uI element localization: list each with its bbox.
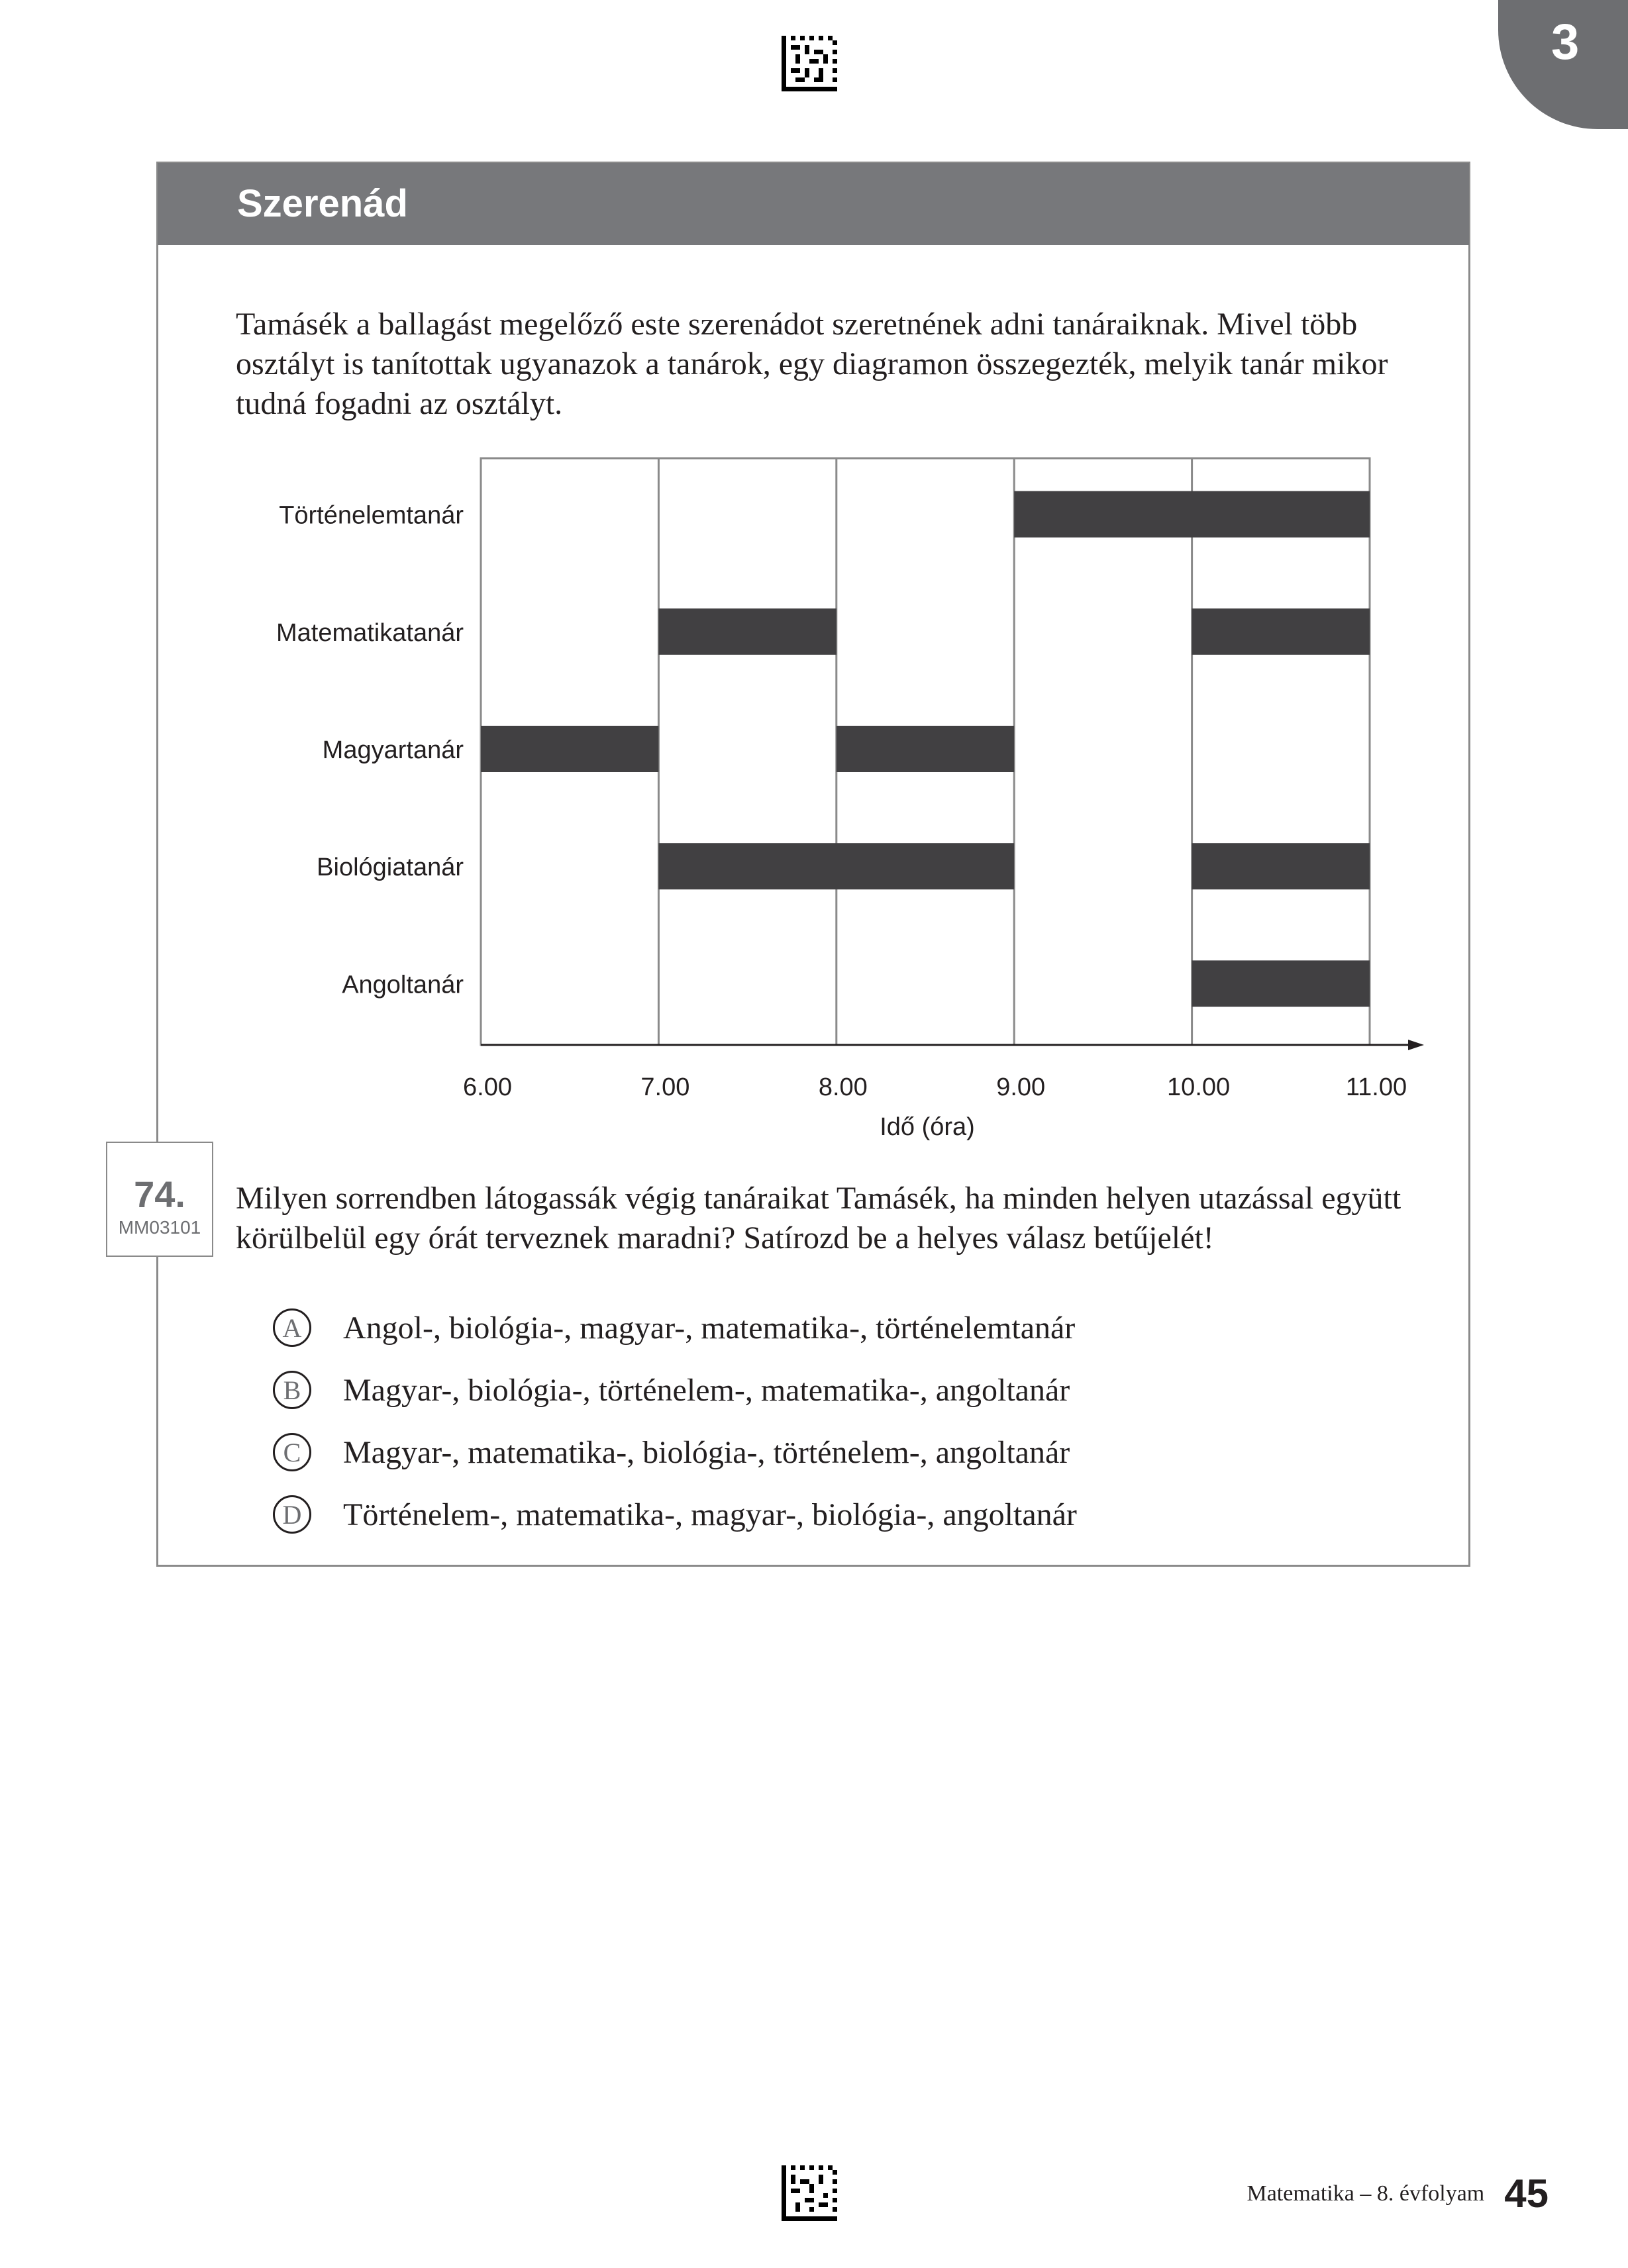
intro-paragraph: Tamásék a ballagást megelőző este szerenádot szeretnének adni tanáraiknak. Mivel több osztályt is tanítottak ugyanazok a tanárok, egy diagramon összegezték, melyik tanár mikor tudná fogadni az osztályt. (236, 307, 1388, 421)
chart-x-label: Idő (óra) (880, 1113, 975, 1141)
answer-text-b: Magyar-, biológia-, történelem-, matematika-, angoltanár (343, 1372, 1070, 1408)
chart-tick-label: 9.00 (996, 1073, 1046, 1101)
answer-text-a: Angol-, biológia-, magyar-, matematika-, történelemtanár (343, 1310, 1076, 1346)
chart-tick-label: 8.00 (818, 1073, 868, 1101)
chart-category-label: Biológiatanár (317, 854, 464, 882)
answer-circle-b[interactable]: B (273, 1371, 311, 1409)
question-number-box (106, 1142, 213, 1257)
answer-circle-c[interactable]: C (273, 1433, 311, 1471)
page-footer (1246, 2171, 1549, 2216)
chart-tick-label: 10.00 (1167, 1073, 1231, 1101)
barcode-bottom-icon (782, 2165, 837, 2221)
barcode-top-icon (782, 36, 837, 91)
chart-tick-label: 11.00 (1345, 1073, 1407, 1101)
chapter-tab (1498, 0, 1628, 129)
answer-text-d: Történelem-, matematika-, magyar-, biológia-, angoltanár (343, 1497, 1077, 1532)
section-header (158, 163, 1469, 245)
footer-title: Matematika – 8. évfolyam (1246, 2181, 1485, 2206)
chart-category-label: Történelemtanár (279, 501, 464, 530)
chapter-number: 3 (1551, 14, 1580, 70)
chart-category-label: Angoltanár (342, 971, 464, 999)
answer-text-c: Magyar-, matematika-, biológia-, történelem-, angoltanár (343, 1434, 1070, 1470)
answer-option-a[interactable] (273, 1297, 1077, 1359)
question-text: Milyen sorrendben látogassák végig tanáraikat Tamásék, ha minden helyen utazással együtt körülbelül egy órát terveznek maradni? Satírozd be a helyes válasz betűjelét! (236, 1181, 1401, 1256)
answer-circle-a[interactable]: A (273, 1308, 311, 1347)
page-number: 45 (1504, 2171, 1549, 2216)
chart-category-label: Magyartanár (322, 736, 464, 764)
question-code: MM03101 (118, 1217, 201, 1238)
chart-category-label: Matematikatanár (276, 618, 464, 647)
answer-option-b[interactable] (273, 1359, 1077, 1421)
chart-tick-label: 6.00 (463, 1073, 512, 1101)
answer-option-d[interactable] (273, 1483, 1077, 1546)
answer-options (273, 1297, 1077, 1546)
section-title: Szerenád (237, 182, 408, 225)
question-number: 74. (134, 1173, 185, 1215)
answer-circle-d[interactable]: D (273, 1495, 311, 1534)
answer-option-c[interactable] (273, 1421, 1077, 1483)
chart-tick-label: 7.00 (640, 1073, 690, 1101)
